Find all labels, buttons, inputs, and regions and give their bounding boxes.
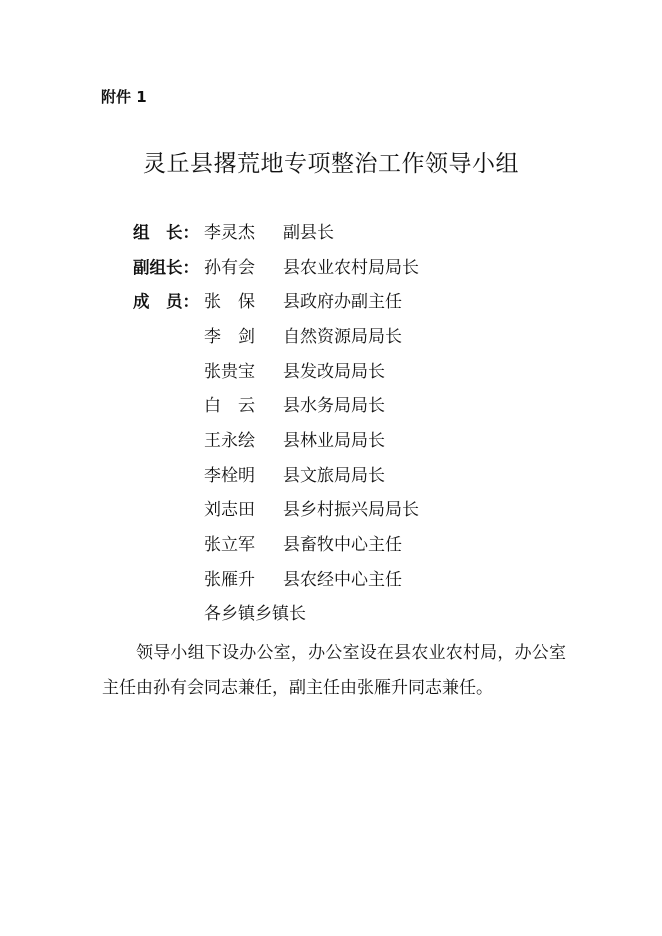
member-name: 张 保 [204, 292, 255, 312]
member-name: 张贵宝 [204, 362, 255, 382]
office-paragraph: 领导小组下设办公室，办公室设在县农业农村局，办公室主任由孙有会同志兼任，副主任由张雁升同志兼任。 [102, 643, 566, 698]
document-title: 灵丘县撂荒地专项整治工作领导小组 [143, 151, 519, 177]
member-name: 李栓明 [204, 466, 255, 486]
member-post: 县农业农村局局长 [283, 258, 419, 278]
member-name: 各乡镇乡镇长 [204, 604, 306, 624]
member-name: 张雁升 [204, 570, 255, 590]
member-post: 县水务局局长 [283, 396, 385, 416]
member-name: 孙有会 [204, 258, 255, 278]
member-post: 县农经中心主任 [283, 570, 402, 590]
member-role: 组 长： [133, 223, 199, 242]
member-post: 县乡村振兴局局长 [283, 500, 419, 520]
member-post: 自然资源局局长 [283, 327, 402, 347]
member-post: 县发改局局长 [283, 362, 385, 382]
member-name: 张立军 [204, 535, 255, 555]
member-name: 刘志田 [204, 500, 255, 520]
member-post: 县畜牧中心主任 [283, 535, 402, 555]
member-post: 县政府办副主任 [283, 292, 402, 312]
member-name: 白 云 [204, 396, 255, 416]
member-name: 李 剑 [204, 327, 255, 347]
member-name: 王永绘 [204, 431, 255, 451]
attachment-label: 附件 1 [101, 88, 147, 106]
member-role: 副组长： [133, 258, 199, 277]
member-post: 副县长 [283, 223, 334, 243]
member-post: 县文旅局局长 [283, 466, 385, 486]
member-role: 成 员： [133, 292, 199, 311]
member-name: 李灵杰 [204, 223, 255, 243]
member-post: 县林业局局长 [283, 431, 385, 451]
